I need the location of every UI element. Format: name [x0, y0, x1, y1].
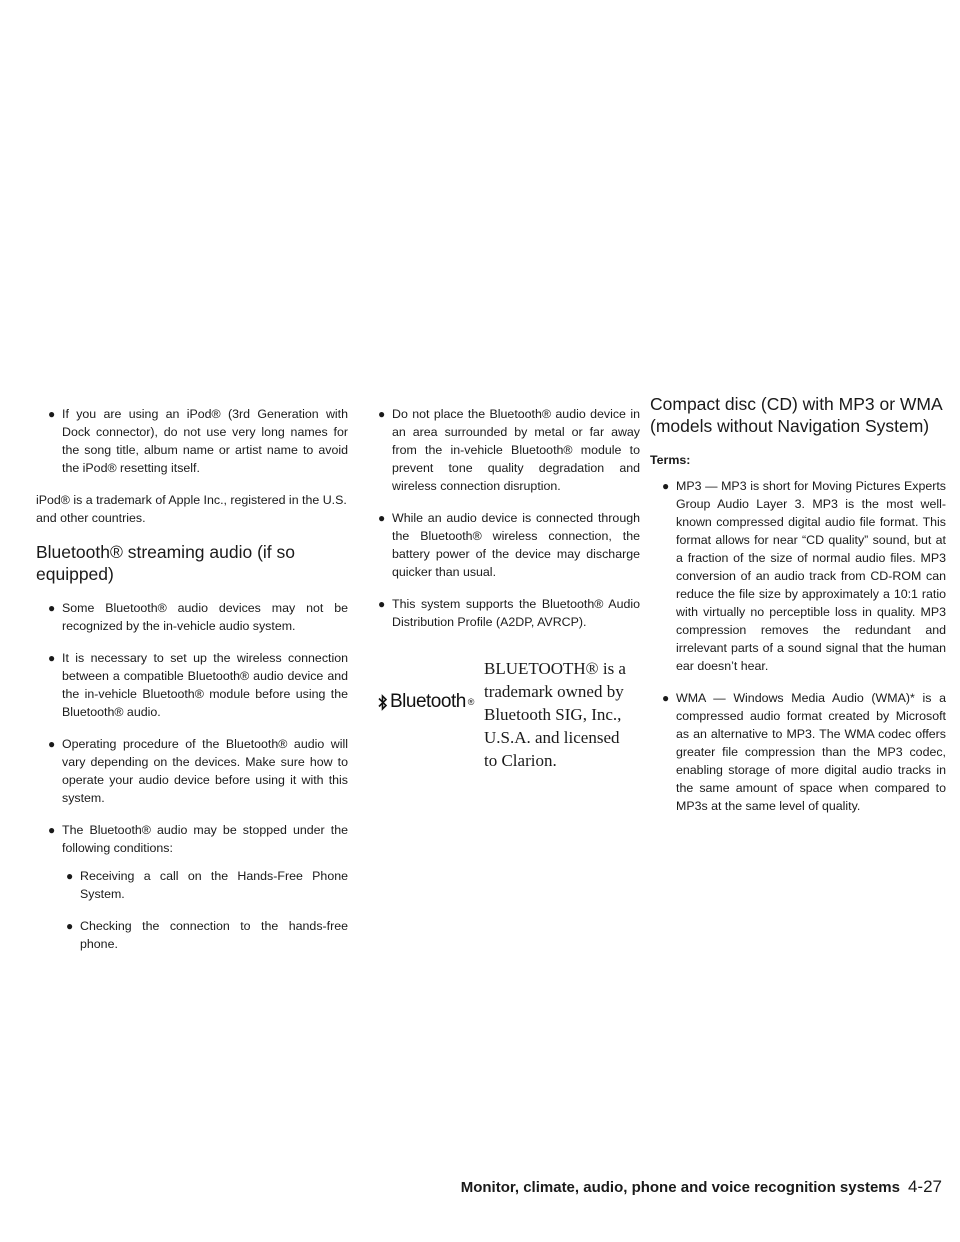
bullet-icon: ● [66, 869, 74, 883]
list-item [650, 477, 946, 675]
list-item: ● This system supports the Bluetooth® Audio Distribution Profile (A2DP, AVRCP). [378, 597, 640, 629]
bullet-icon: ● [378, 407, 386, 421]
ipod-trademark-note: iPod® is a trademark of Apple Inc., registered in the U.S. and other countries. [36, 493, 347, 525]
bullet-icon: ● [48, 651, 56, 665]
page-footer [461, 1177, 942, 1197]
section-heading-bluetooth: Bluetooth® streaming audio (if so equipped) [36, 542, 296, 584]
list-item: ● While an audio device is connected through the Bluetooth® wireless connection, the battery power of the device may discharge quicker than usual. [378, 511, 640, 579]
list-item: ● The Bluetooth® audio may be stopped under the following conditions: ● Receiving a call on the Hands-Free Phone System. ● Checking the connection to the hands-free phone. [48, 823, 348, 951]
bluetooth-trademark-note: BLUETOOTH® is a trademark owned by Bluetooth SIG, Inc., U.S.A. and licensed to Clarion. [484, 659, 626, 770]
terms-label: Terms: [650, 453, 691, 467]
bullet-icon: ● [378, 597, 386, 611]
bluetooth-bullet-list [36, 599, 348, 953]
column-left [36, 405, 348, 967]
list-item [36, 405, 348, 477]
bluetooth-logo [378, 691, 474, 713]
ipod-bullet-list [36, 405, 348, 477]
bullet-icon: ● [48, 823, 56, 837]
list-item: ● Operating procedure of the Bluetooth® audio will vary depending on the devices. Make sure how to operate your audio device before using it with this system. [48, 737, 348, 805]
list-item: ● Some Bluetooth® audio devices may not be recognized by the in-vehicle audio system. [48, 601, 348, 633]
bluetooth-rune-icon [378, 694, 388, 711]
bluetooth-logo-text: Bluetooth [390, 691, 466, 712]
wma-definition: WMA — Windows Media Audio (WMA)* is a compressed audio format created by Microsoft as an alternative to MP3. The WMA codec offers greater file compression than the MP3 codec, enabling storage of more digital audio tracks in the same amount of space when compared to MP3s at the same level of quality. [676, 691, 946, 813]
list-item: ● Do not place the Bluetooth® audio device in an area surrounded by metal or far away from the in-vehicle Bluetooth® module to prevent tone quality degradation and wireless connection disruption. [378, 407, 640, 493]
list-item [650, 689, 946, 815]
column-middle [366, 405, 640, 770]
terms-list [650, 477, 946, 815]
bullet-icon: ● [48, 737, 56, 751]
stop-conditions-list [62, 867, 348, 953]
section-heading-cd-mp3-wma: Compact disc (CD) with MP3 or WMA (models without Navigation System) [650, 394, 942, 436]
ipod-naming-note: If you are using an iPod® (3rd Generation with Dock connector), do not use very long names for the song title, album name or artist name to avoid the iPod® resetting itself. [62, 407, 348, 475]
bluetooth-usage-list [366, 405, 640, 631]
list-item: ● Receiving a call on the Hands-Free Phone System. [66, 869, 348, 901]
page-number: 4-27 [907, 1177, 942, 1196]
bluetooth-logo-reg: ® [467, 697, 474, 707]
bullet-icon: ● [662, 479, 670, 493]
bullet-icon: ● [378, 511, 386, 525]
bullet-icon: ● [48, 601, 56, 615]
bullet-icon: ● [662, 691, 670, 705]
footer-section-title: Monitor, climate, audio, phone and voice recognition systems [460, 1179, 900, 1196]
list-item: ● Checking the connection to the hands-free phone. [66, 919, 348, 951]
bullet-icon: ● [66, 919, 74, 933]
mp3-definition: MP3 — MP3 is short for Moving Pictures Experts Group Audio Layer 3. MP3 is the most well-known compressed digital audio file format. This format allows for near “CD quality” sound, but at a fraction of the size of normal audio files. MP3 conversion of an audio track from CD-ROM can reduce the file size by approximately a 10:1 ratio with virtually no perceptible loss in quality. MP3 compression removes the redundant and irrelevant parts of a sound signal that the human ear doesn’t hear. [676, 479, 946, 673]
column-right [650, 394, 946, 829]
list-item: ● It is necessary to set up the wireless connection between a compatible Bluetooth® audio device and the in-vehicle Bluetooth® module before using the Bluetooth® audio. [48, 651, 348, 719]
bluetooth-trademark-block [366, 657, 640, 770]
bullet-icon: ● [48, 407, 56, 421]
